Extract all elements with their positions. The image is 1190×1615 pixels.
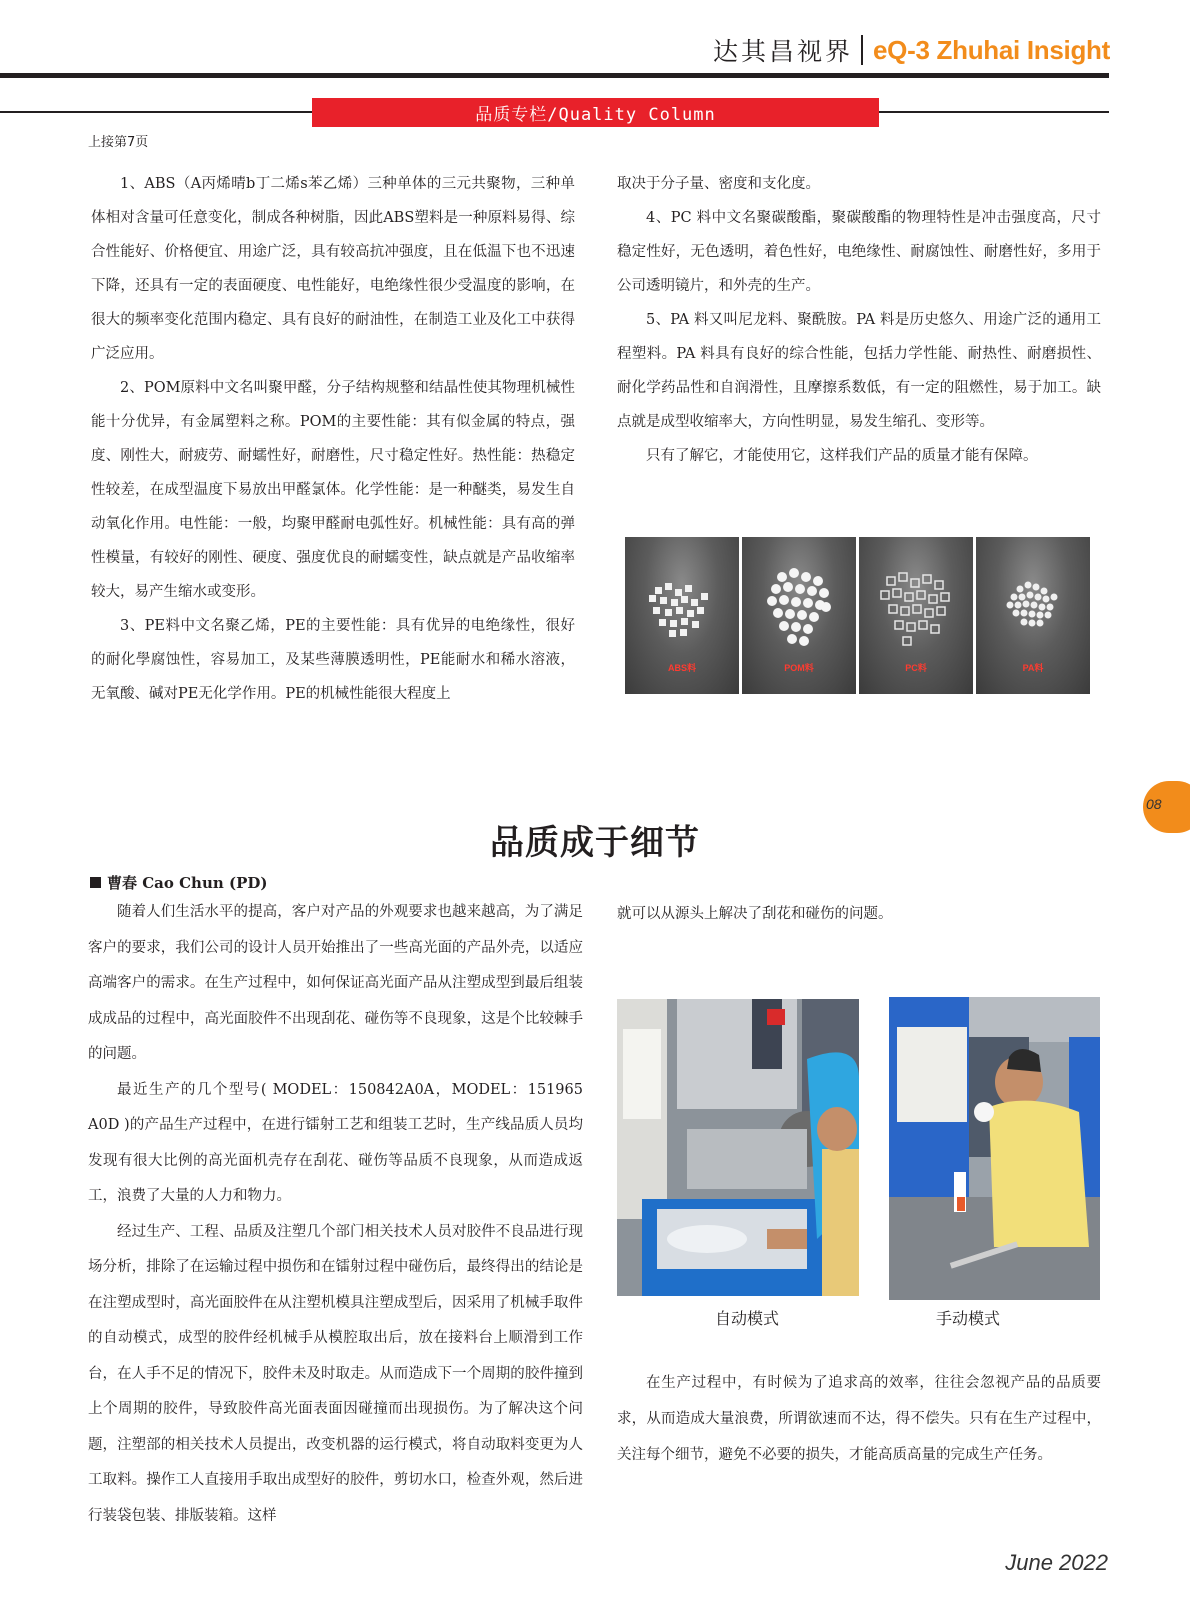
- paragraph-pe: 3、PE料中文名聚乙烯，PE的主要性能：具有优异的电绝缘性，很好的耐化學腐蚀性，容易加工，及某些薄膜透明性，PE能耐水和稀水溶液，无氧酸、碱对PE无化学作用。PE的机械性能很大程度上: [91, 618, 575, 702]
- pellet-panel-pa: [976, 537, 1090, 694]
- pellet-samples-photo: [625, 537, 1090, 694]
- photo-manual-mode: [889, 997, 1100, 1300]
- masthead: [713, 30, 1110, 70]
- masthead-title-en: eQ-3 Zhuhai Insight: [873, 34, 1110, 65]
- header-rule-thick: [0, 73, 1109, 78]
- paragraph-pe-continued: 取决于分子量、密度和支化度。: [617, 176, 820, 192]
- page-number: 08: [1146, 796, 1162, 812]
- column-banner: 品质专栏/Quality Column: [312, 98, 879, 127]
- paragraph-abs: 1、ABS（A丙烯晴b丁二烯s苯乙烯）三种单体的三元共聚物，三种单体相对含量可任意变化，制成各种树脂，因此ABS塑料是一种原料易得、综合性能好、价格便宜、用途广泛，具有较高抗冲强度，且在低温下也不迅速下降，还具有一定的表面硬度、电性能好，电绝缘性很少受温度的影响，在很大的频率变化范围内稳定、具有良好的耐油性，在制造工业及化工中获得广泛应用。: [91, 176, 575, 362]
- article-column-right-bottom: [617, 1365, 1101, 1473]
- article-title: 品质成于细节: [490, 823, 700, 863]
- pellet-label-pa: PA料: [1022, 663, 1044, 673]
- photo-auto-mode: [617, 999, 859, 1296]
- article-paragraph-intro: 随着人们生活水平的提高，客户对产品的外观要求也越来越高，为了满足客户的要求，我们公司的设计人员开始推出了一些高光面的产品外壳，以适应高端客户的需求。在生产过程中，如何保证高光面产品从注塑成型到最后组装成成品的过程中，高光面胶件不出现刮花、碰伤等不良现象，这是个比较棘手的问题。: [88, 904, 583, 1062]
- article-paragraph-models: 最近生产的几个型号( MODEL：150842A0A，MODEL：151965 A0D )的产品生产过程中，在进行镭射工艺和组装工艺时，生产线品质人员均发现有很大比例的高光面机壳存在刮花、碰伤等品质不良现象，从而造成返工，浪费了大量的人力和物力。: [88, 1081, 583, 1204]
- caption-auto-mode: 自动模式: [715, 1309, 780, 1328]
- pellet-label-pom: POM料: [784, 663, 814, 673]
- quality-column-right: [617, 167, 1101, 473]
- paragraph-pa: 5、PA 料又叫尼龙料、聚酰胺。PA 料是历史悠久、用途广泛的通用工程塑料。PA 料具有良好的综合性能，包括力学性能、耐热性、耐磨损性、耐化学药品性和自润滑性，且摩擦系数低，有一定的阻燃性，易于加工。缺点就是成型收缩率大，方向性明显，易发生缩孔、变形等。: [617, 312, 1101, 430]
- paragraph-pc: 4、PC 料中文名聚碳酸酯，聚碳酸酯的物理特性是冲击强度高，尺寸稳定性好，无色透明，着色性好，电绝缘性、耐腐蚀性、耐磨性好，多用于公司透明镜片，和外壳的生产。: [617, 210, 1101, 294]
- article-column-right-top: [617, 897, 1101, 933]
- article-paragraph-analysis: 经过生产、工程、品质及注塑几个部门相关技术人员对胶件不良品进行现场分析，排除了在运输过程中损伤和在镭射过程中碰伤后，最终得出的结论是在注塑成型时，高光面胶件在从注塑机模具注塑成型后，因采用了机械手取件的自动模式，成型的胶件经机械手从模腔取出后，放在接料台上顺滑到工作台，在人手不足的情况下，胶件未及时取走。从而造成下一个周期的胶件撞到上个周期的胶件，导致胶件高光面表面因碰撞而出现损伤。为了解决这个问题，注塑部的相关技术人员提出，改变机器的运行模式，将自动取料变更为人工取料。操作工人直接用手取出成型好的胶件，剪切水口，检查外观，然后进行装袋包装、排版装箱。这样: [88, 1223, 583, 1524]
- masthead-title-cn: 达其昌视界: [713, 37, 854, 66]
- pellet-panel-abs: [625, 537, 739, 694]
- quality-column-left: [91, 167, 575, 711]
- article-byline: [90, 872, 267, 893]
- continued-from-note: 上接第7页: [88, 135, 149, 150]
- caption-manual-mode: 手动模式: [936, 1309, 1001, 1328]
- article-paragraph-conclusion: 在生产过程中，有时候为了追求高的效率，往往会忽视产品的品质要求，从而造成大量浪费，所谓欲速而不达，得不偿失。只有在生产过程中，关注每个细节，避免不必要的损失，才能高质高量的完成生产任务。: [617, 1375, 1101, 1463]
- byline-bullet: [90, 877, 101, 888]
- pellet-label-abs: ABS料: [667, 663, 696, 673]
- masthead-divider: [861, 35, 863, 65]
- byline-text: 曹春 Cao Chun (PD): [107, 874, 268, 892]
- pellet-panel-pc: [859, 537, 973, 694]
- pellet-panel-pom: [742, 537, 856, 694]
- paragraph-summary: 只有了解它，才能使用它，这样我们产品的质量才能有保障。: [646, 448, 1038, 464]
- paragraph-pom: 2、POM原料中文名叫聚甲醛，分子结构规整和结晶性使其物理机械性能十分优异，有金属塑料之称。POM的主要性能：其有似金属的特点，强度、刚性大，耐疲劳、耐蠕性好，耐磨性，尺寸稳定性好。热性能：热稳定性较差，在成型温度下易放出甲醛氯体。化学性能：是一种醚类，易发生自动氧化作用。电性能：一般，均聚甲醛耐电弧性好。机械性能：具有高的弹性模量，有较好的刚性、硬度、强度优良的耐蠕变性，缺点就是产品收缩率较大，易产生缩水或变形。: [91, 380, 575, 600]
- article-column-left: [88, 895, 583, 1534]
- issue-date: June 2022: [1005, 1550, 1108, 1575]
- pellet-label-pc: PC料: [905, 663, 927, 673]
- article-paragraph-continued: 就可以从源头上解决了刮花和碰伤的问题。: [617, 906, 893, 922]
